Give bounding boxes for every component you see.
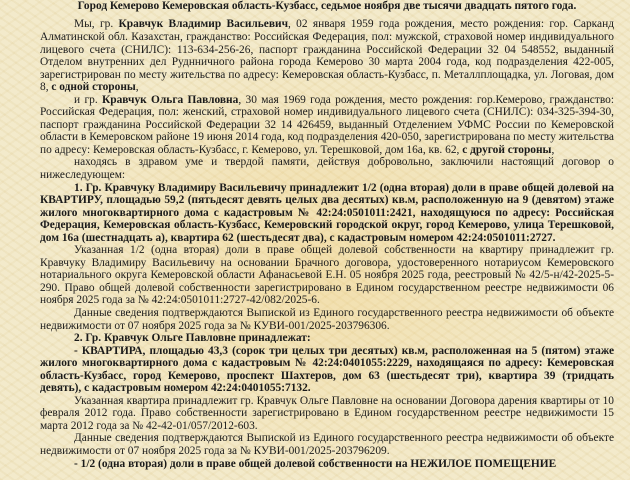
clause2-item2: - 1/2 (одна вторая) доли в праве общей долевой собственности на НЕЖИЛОЕ ПОМЕЩЕНИЕ	[74, 457, 557, 470]
clause1-basis: Указанная 1/2 (одна вторая) доли в праве общей долевой собственности на квартиру принадлежит гр. Кравчуку Владимиру Васильевичу на основании Брачного договора, удостоверенного нотариусом Кемеровского нотариального округа Кемеровской области Афанасьевой Е.Н. 05 ноября 2025 года, реестровый № 42/5-н/42-2025-5-290. Право общей долевой собственности зарегистрировано в Едином государственном реестре недвижимости 06 ноября 2025 года за № 42:24:0501011:2727-42/082/2025-6.	[40, 244, 614, 307]
party2-intro: и гр.	[74, 93, 103, 106]
clause1-confirm: Данные сведения подтверждаются Выпиской из Единого государственного реестра недвижимости об объекте недвижимости от 07 ноября 2025 года за № КУВИ-001/2025-203796306.	[40, 306, 614, 332]
preamble: находясь в здравом уме и твердой памяти, действуя добровольно, заключили настоящий договор о нижеследующем:	[40, 156, 614, 181]
party2-details: , 30 мая 1969 года рождения, место рождения: гор.Кемерово, гражданство: Российская Федерация, пол: женский, страховой номер индивидуального лицевого счета (СНИЛС): 034-325-394-30, паспорт гражданина Российской Федерации 32 14 426459, выданный Отделением УФМС России по Кемеровской области в Кемеровском районе 19 июня 2014 года, код подразделения 420-050, зарегистрирована по месту жительства по адресу: Кемеровская область-Кузбасс, г. Кемерово, ул. Терешковой, дом 16а, кв. 62,	[40, 93, 614, 156]
clause2-basis: Указанная квартира принадлежит гр. Кравчук Ольге Павловне на основании Договора дарения квартиры от 10 февраля 2012 года. Право собственности зарегистрировано в Едином государственном реестре недвижимости 15 марта 2012 года за № 42-42-01/057/2012-603.	[40, 394, 614, 432]
party1-paragraph	[40, 18, 614, 93]
document-page	[40, 0, 614, 480]
party2-paragraph	[40, 94, 614, 157]
party2-end: ,	[551, 143, 555, 156]
party1-intro: Мы, гр.	[74, 18, 119, 31]
clause2-item1: - КВАРТИРА, площадью 43,3 (сорок три целых три десятых) кв.м, расположенная на 5 (пятом) этаже жилого многоквартирного дома с кадастровым № 42:24:0401055:2229, находящаяся по адресу: Кемеровская область-Кузбасс, город Кемерово, проспект Шахтеров, дом 63 (шестьдесят три), квартира 39 (тридцать девять), с кадастровым номером 42:24:0401055:7132.	[40, 344, 614, 395]
party2-name: Кравчук Ольга Павловна	[102, 93, 239, 106]
document-title: Город Кемерово Кемеровская область-Кузбасс, седьмое ноября две тысячи двадцать пятого года.	[77, 0, 577, 12]
clause2-confirm: Данные сведения подтверждаются Выпиской из Единого государственного реестра недвижимости об объекте недвижимости от 07 ноября 2025 года за № КУВИ-001/2025-203796209.	[40, 432, 614, 457]
party2-role: с другой стороны	[462, 143, 552, 156]
party1-name: Кравчук Владимир Васильевич	[118, 18, 288, 31]
party1-role: с одной стороны	[51, 81, 136, 94]
party1-details: , 02 января 1959 года рождения, место рождения: гор. Сарканд Алматинской обл. Казахстан, гражданство: Российская Федерация, пол: мужской, страховой номер индивидуального лицевого счета (СНИЛС): 113-634-256-26, паспорт гражданина Российской Федерации 32 04 548552, выданный Отделом внутренних дел Руднничного района города Кемерово 30 марта 2004 года, код подразделения 422-005, зарегистрирован по месту жительства по адресу: Кемеровская область-Кузбасс, п. Металлплощадка, ул. Логовая, дом 8,	[40, 18, 614, 94]
clause2-heading: 2. Гр. Кравчук Ольге Павловне принадлежат:	[74, 332, 311, 345]
party1-end: ,	[135, 81, 139, 94]
clause1-text: 1. Гр. Кравчуку Владимиру Васильевичу принадлежит 1/2 (одна вторая) доли в праве общей долевой на КВАРТИРУ, площадью 59,2 (пятьдесят девять целых два десятых) кв.м, расположенную на 9 (девятом) этаже жилого многоквартирного дома с кадастровым № 42:24:0501011:2421, находящуюся по адресу: Российская Федерация, Кемеровская область-Кузбасс, Кемеровский городской округ, город Кемерово, улица Терешковой, дом 16а (шестнадцать а), квартира 62 (шестьдесят два), с кадастровым номером 42:24:0501011:2727.	[40, 181, 614, 244]
